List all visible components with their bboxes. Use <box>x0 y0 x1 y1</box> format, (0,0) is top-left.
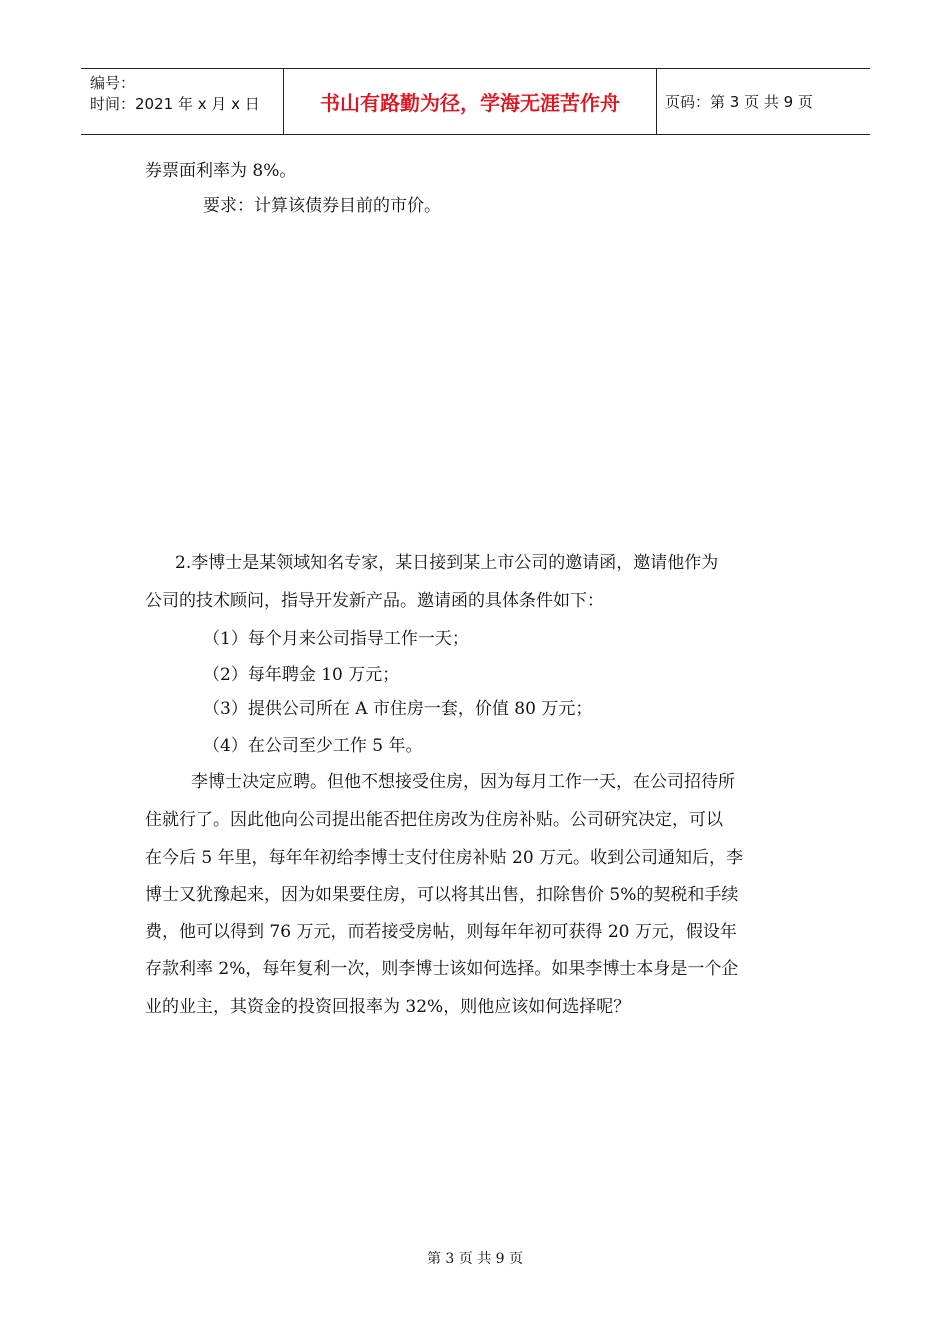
body-line: 存款利率 2%，每年复利一次，则李博士该如何选择。如果李博士本身是一个企 <box>145 959 739 979</box>
body-line: 券票面利率为 8%。 <box>145 161 297 181</box>
body-line: 2.李博士是某领域知名专家，某日接到某上市公司的邀请函，邀请他作为 <box>175 553 719 573</box>
body-line: 费，他可以得到 76 万元，而若接受房帖，则每年年初可获得 20 万元，假设年 <box>145 922 737 942</box>
header-page-info: 页码：第 3 页 共 9 页 <box>665 93 813 111</box>
body-line: 博士又犹豫起来，因为如果要住房，可以将其出售，扣除售价 5%的契税和手续 <box>145 885 739 905</box>
list-item: （1）每个月来公司指导工作一天； <box>203 629 469 649</box>
body-line: 业的业主，其资金的投资回报率为 32%，则他应该如何选择呢？ <box>145 997 631 1017</box>
body-line: 住就行了。因此他向公司提出能否把住房改为住房补贴。公司研究决定，可以 <box>145 810 723 830</box>
header-meta <box>81 69 283 134</box>
list-item: （4）在公司至少工作 5 年。 <box>203 736 423 756</box>
page-footer: 第 3 页 共 9 页 <box>426 1251 524 1267</box>
header-time-label: 时间：2021 年 x 月 x 日 <box>90 95 260 113</box>
body-line: 在今后 5 年里，每年年初给李博士支付住房补贴 20 万元。收到公司通知后，李 <box>145 848 744 868</box>
body-line: 公司的技术顾问，指导开发新产品。邀请函的具体条件如下： <box>145 591 604 611</box>
list-item: （3）提供公司所在 A 市住房一套，价值 80 万元； <box>203 699 593 719</box>
body-line: 要求：计算该债券目前的市价。 <box>203 196 441 216</box>
body-line: 李博士决定应聘。但他不想接受住房，因为每月工作一天，在公司招待所 <box>191 772 735 792</box>
page-header <box>81 68 870 135</box>
header-number-label: 编号： <box>90 74 136 92</box>
list-item: （2）每年聘金 10 万元； <box>203 665 400 685</box>
header-motto: 书山有路勤为径，学海无涯苦作舟 <box>283 69 657 134</box>
